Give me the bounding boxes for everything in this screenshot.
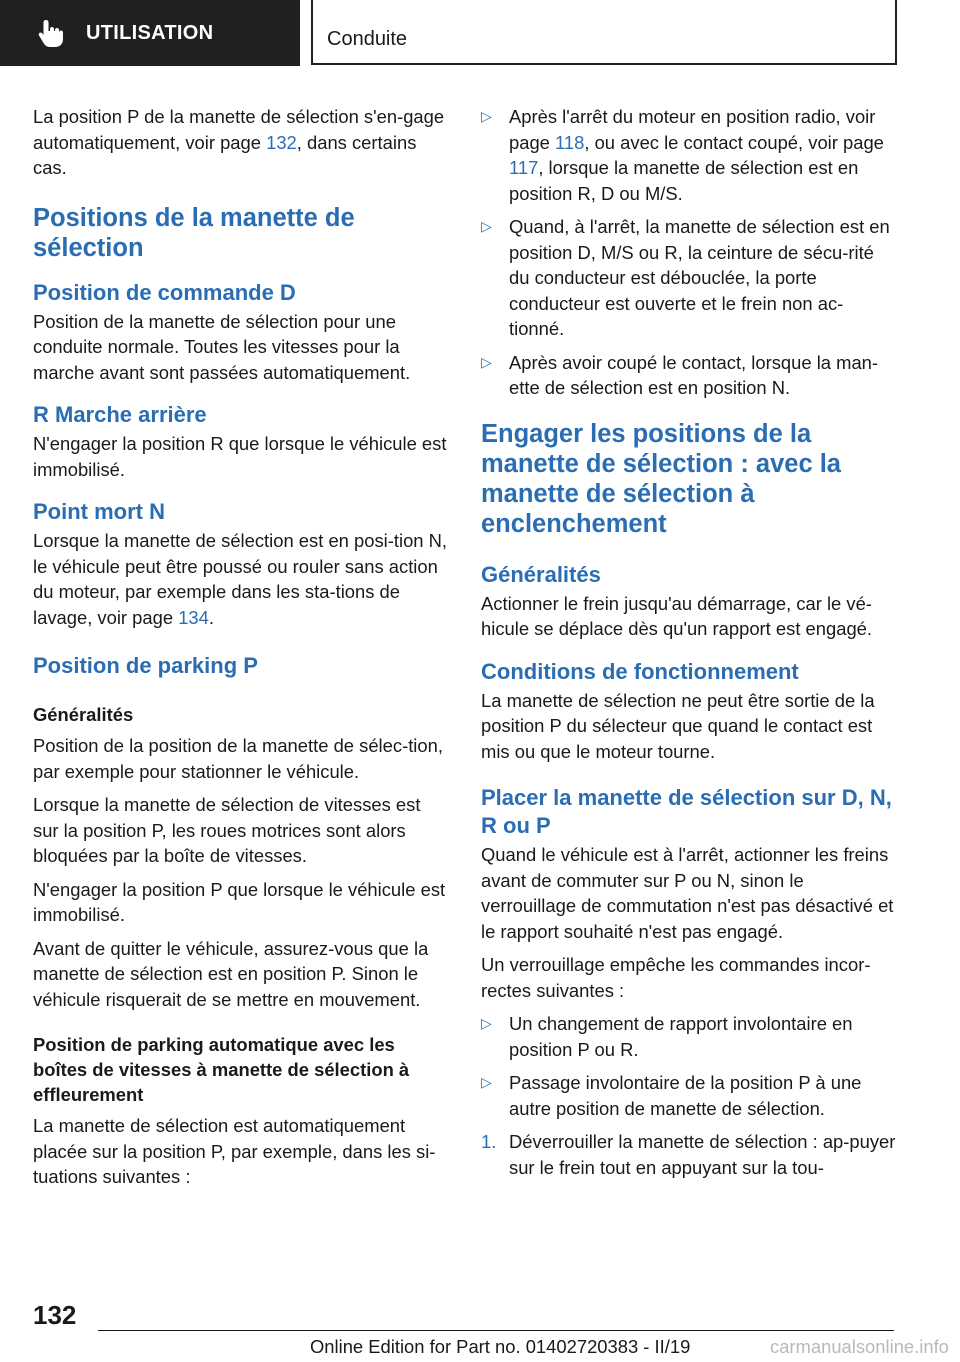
paragraph-gen-3: N'engager la position P que lorsque le véhicule est immobilisé. (33, 878, 446, 925)
chapter-tab (311, 0, 897, 65)
paragraph-gen-1: Position de la position de la manette de sélec-tion, par exemple pour stationner le véhicule. (33, 735, 443, 782)
triangle-bullet-icon: ▷ (481, 353, 492, 370)
heading-generalites: Généralités (481, 561, 601, 587)
situations-list (481, 104, 897, 401)
footer-divider (98, 1330, 894, 1331)
left-column (33, 104, 448, 1198)
heading-position-p: Position de parking P (33, 653, 258, 678)
intro-paragraph: La position P de la manette de sélection s'en-gage automatiquement, voir page 132, dans certains cas. (33, 106, 445, 178)
heading-conditions: Conditions de fonctionnement (481, 658, 799, 684)
paragraph-generalites: Actionner le frein jusqu'au démarrage, car le vé-hicule se déplace dès qu'un rapport est engagé. (481, 592, 873, 639)
paragraph-place-2: Un verrouillage empêche les commandes incor-rectes suivantes : (481, 954, 871, 1001)
page-link-118[interactable]: 118 (555, 131, 585, 153)
triangle-bullet-icon: ▷ (481, 1015, 492, 1031)
hand-pointer-icon (36, 18, 64, 48)
paragraph-position-n: Lorsque la manette de sélection est en posi-tion N, le véhicule peut être poussé ou rouler sans action du moteur, par exemple dans les sta-tions de lavage, voir page 134. (33, 530, 448, 628)
page-link-132[interactable]: 132 (266, 131, 297, 153)
list-item: ▷ Après avoir coupé le contact, lorsque la man-ette de sélection est en position N. (481, 351, 879, 398)
page-link-134[interactable]: 134 (178, 606, 209, 628)
steps-list (481, 1129, 897, 1180)
list-item: ▷ Un changement de rapport involontaire en position P ou R. (481, 1013, 853, 1060)
triangle-bullet-icon: ▷ (481, 1074, 492, 1090)
section-tab (0, 0, 300, 66)
paragraph-conditions: La manette de sélection ne peut être sortie de la position P du sélecteur que quand le contact est mis ou que le moteur tourne. (481, 689, 875, 762)
heading-position-n: Point mort N (33, 499, 165, 524)
footer-watermark: carmanualsonline.info (770, 1336, 949, 1357)
triangle-bullet-icon: ▷ (481, 218, 492, 234)
subheading-generalites: Généralités (33, 704, 134, 725)
heading-position-d: Position de commande D (33, 279, 296, 305)
heading-engage-positions: Engager les positions de la manette de sélection : avec la manette de sélection à enclenchement (481, 419, 841, 538)
paragraph-auto-parking: La manette de sélection est automatiquement placée sur la position P, par exemple, dans les si-tuations suivantes : (33, 1115, 436, 1187)
paragraph-place-1: Quand le véhicule est à l'arrêt, actionner les freins avant de commuter sur P ou N, sinon le verrouillage de commutation n'est pas désactivé et le rapport souhaité n'est pas engagé. (481, 844, 894, 942)
section-label: UTILISATION (86, 21, 214, 44)
footer-edition: Online Edition for Part no. 01402720383 - II/19 (310, 1336, 691, 1357)
page-number: 132 (33, 1300, 77, 1330)
paragraph-gen-2: Lorsque la manette de sélection de vitesses est sur la position P, les roues motrices sont alors bloquées par la boîte de vitesses. (33, 794, 421, 866)
page-link-117[interactable]: 117 (509, 157, 539, 178)
step-item: 1. Déverrouiller la manette de sélection : ap-puyer sur le frein tout en appuyant sur la tou- (481, 1131, 896, 1178)
subheading-auto-parking: Position de parking automatique avec les boîtes de vitesses à manette de sélection à effleurement (33, 1034, 410, 1105)
list-item: ▷ Quand, à l'arrêt, la manette de sélection est en position D, M/S ou R, la ceinture de sécu-rité du conducteur est débouclée, la porte conducteur est ouverte et le frein non ac-tionné. (481, 216, 890, 339)
list-item: ▷ Après l'arrêt du moteur en position radio, voir page 118, ou avec le contact coupé, voir page 117, lorsque la manette de sélection est en position R, D ou M/S. (481, 106, 884, 204)
chapter-label: Conduite (327, 28, 408, 50)
paragraph-gen-4: Avant de quitter le véhicule, assurez-vous que la manette de sélection est en position P. Sinon le véhicule risquerait de se mettre en mouvement. (33, 937, 429, 1010)
right-column (481, 104, 897, 1180)
heading-position-r: R Marche arrière (33, 402, 207, 427)
step-number: 1. (481, 1131, 497, 1152)
heading-place-selector: Placer la manette de sélection sur D, N, R ou P (481, 785, 892, 838)
list-item: ▷ Passage involontaire de la position P à une autre position de manette de sélection. (481, 1072, 862, 1119)
paragraph-position-r: N'engager la position R que lorsque le véhicule est immobilisé. (33, 433, 447, 480)
heading-positions: Positions de la manette de sélection (33, 203, 355, 262)
paragraph-position-d: Position de la manette de sélection pour une conduite normale. Toutes les vitesses pour la marche avant sont passées automatiquement. (33, 310, 411, 383)
triangle-bullet-icon: ▷ (481, 108, 492, 124)
lock-list (481, 1011, 897, 1121)
